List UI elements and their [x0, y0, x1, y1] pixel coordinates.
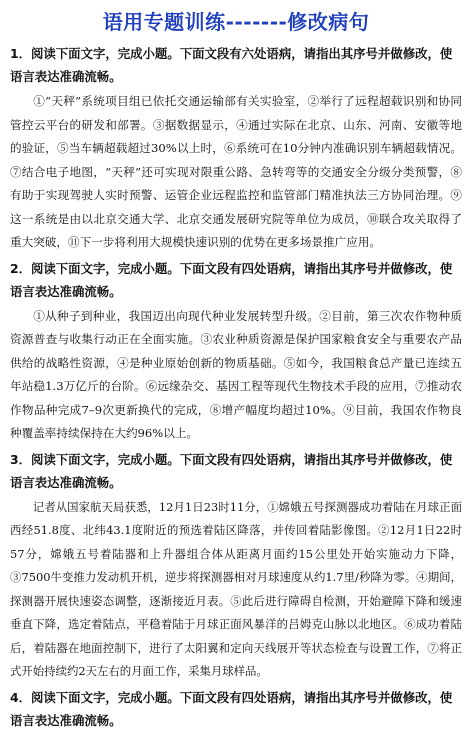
- page-title: 语用专题训练-------修改病句: [102, 10, 370, 34]
- question-2-passage: ①从种子到种业，我国迈出向现代种业发展转型升级。②目前，第三次农作物种质资源普查与收集行动正在全面实施。③农业种质资源是保护国家粮食安全与重要农产品供给的战略性资源，④是种业原始创新的物质基础。⑤如今，我国粮食总产量已连续五年站稳1.3万亿斤的台阶。⑥远缘杂交、基因工程等现代生物技术手段的应用，⑦推动农作物品种完成7–9次更新换代的完成，⑧增产幅度均超过10%。⑨目前，我国农作物良种覆盖率持续保持在大约96%以上。: [10, 308, 462, 440]
- question-1: [10, 42, 462, 255]
- question-2-prompt: 2．阅读下面文字，完成小题。下面文段有四处语病，请指出其序号并做修改，使语言表达准确流畅。: [10, 260, 453, 299]
- question-1-passage: ①“天秤”系统项目组已依托交通运输部有关实验室，②举行了远程超载识别和协同管控云平台的研发和部署。③据数据显示，④通过实际在北京、山东、河南、安徽等地的验证，⑤当车辆超载超过30%以上时，⑥系统可在10分钟内准确识别车辆超载情况。⑦结合电子地图，“天秤”还可实现对限重公路、急转弯等的交通安全分级分类预警，⑧有助于实现驾驶人实时预警、运管企业远程监控和监管部门精准执法三方协同治理。⑨这一系统是由以北京交通大学、北京交通发展研究院等单位为成员，⑩联合攻关取得了重大突破，⑪下一步将利用大规模快速识别的优势在更多场景推广应用。: [10, 94, 462, 249]
- question-3: [10, 448, 462, 684]
- question-4: [10, 686, 462, 732]
- question-3-prompt: 3．阅读下面文字，完成小题。下面文段有四处语病，请指出其序号并做修改，使语言表达准确流畅。: [10, 451, 453, 490]
- question-3-passage: 记者从国家航天局获悉，12月1日23时11分，①嫦娥五号探测器成功着陆在月球正面西经51.8度、北纬43.1度附近的预选着陆区降落，并传回着陆影像图。②12月1日22时57分，嫦娥五号着陆器和上升器组合体从距离月面约15公里处开始实施动力下降，③7500牛变推力发动机开机，逆步将探测器相对月球速度从约1.7里/秒降为零。④期间，探测器开展快速姿态调整，逐渐接近月表。⑤此后进行障碍自检测，开始避障下降和缓速垂直下降，选定着陆点，平稳着陆于月球正面风暴洋的吕姆克山脉以北地区。⑥成功着陆后，着陆器在地面控制下，进行了太阳翼和定向天线展开等状态检查与设置工作，⑦将正式开始持续约2天左右的月面工作，采集月球样品。: [10, 499, 462, 678]
- question-1-prompt: 1．阅读下面文字，完成小题。下面文段有六处语病，请指出其序号并做修改，使语言表达准确流畅。: [10, 46, 453, 84]
- question-4-prompt: 4．阅读下面文字，完成小题。下面文段有四处语病，请指出其序号并做修改，使语言表达准确流畅。: [10, 689, 453, 728]
- question-2: [10, 257, 462, 446]
